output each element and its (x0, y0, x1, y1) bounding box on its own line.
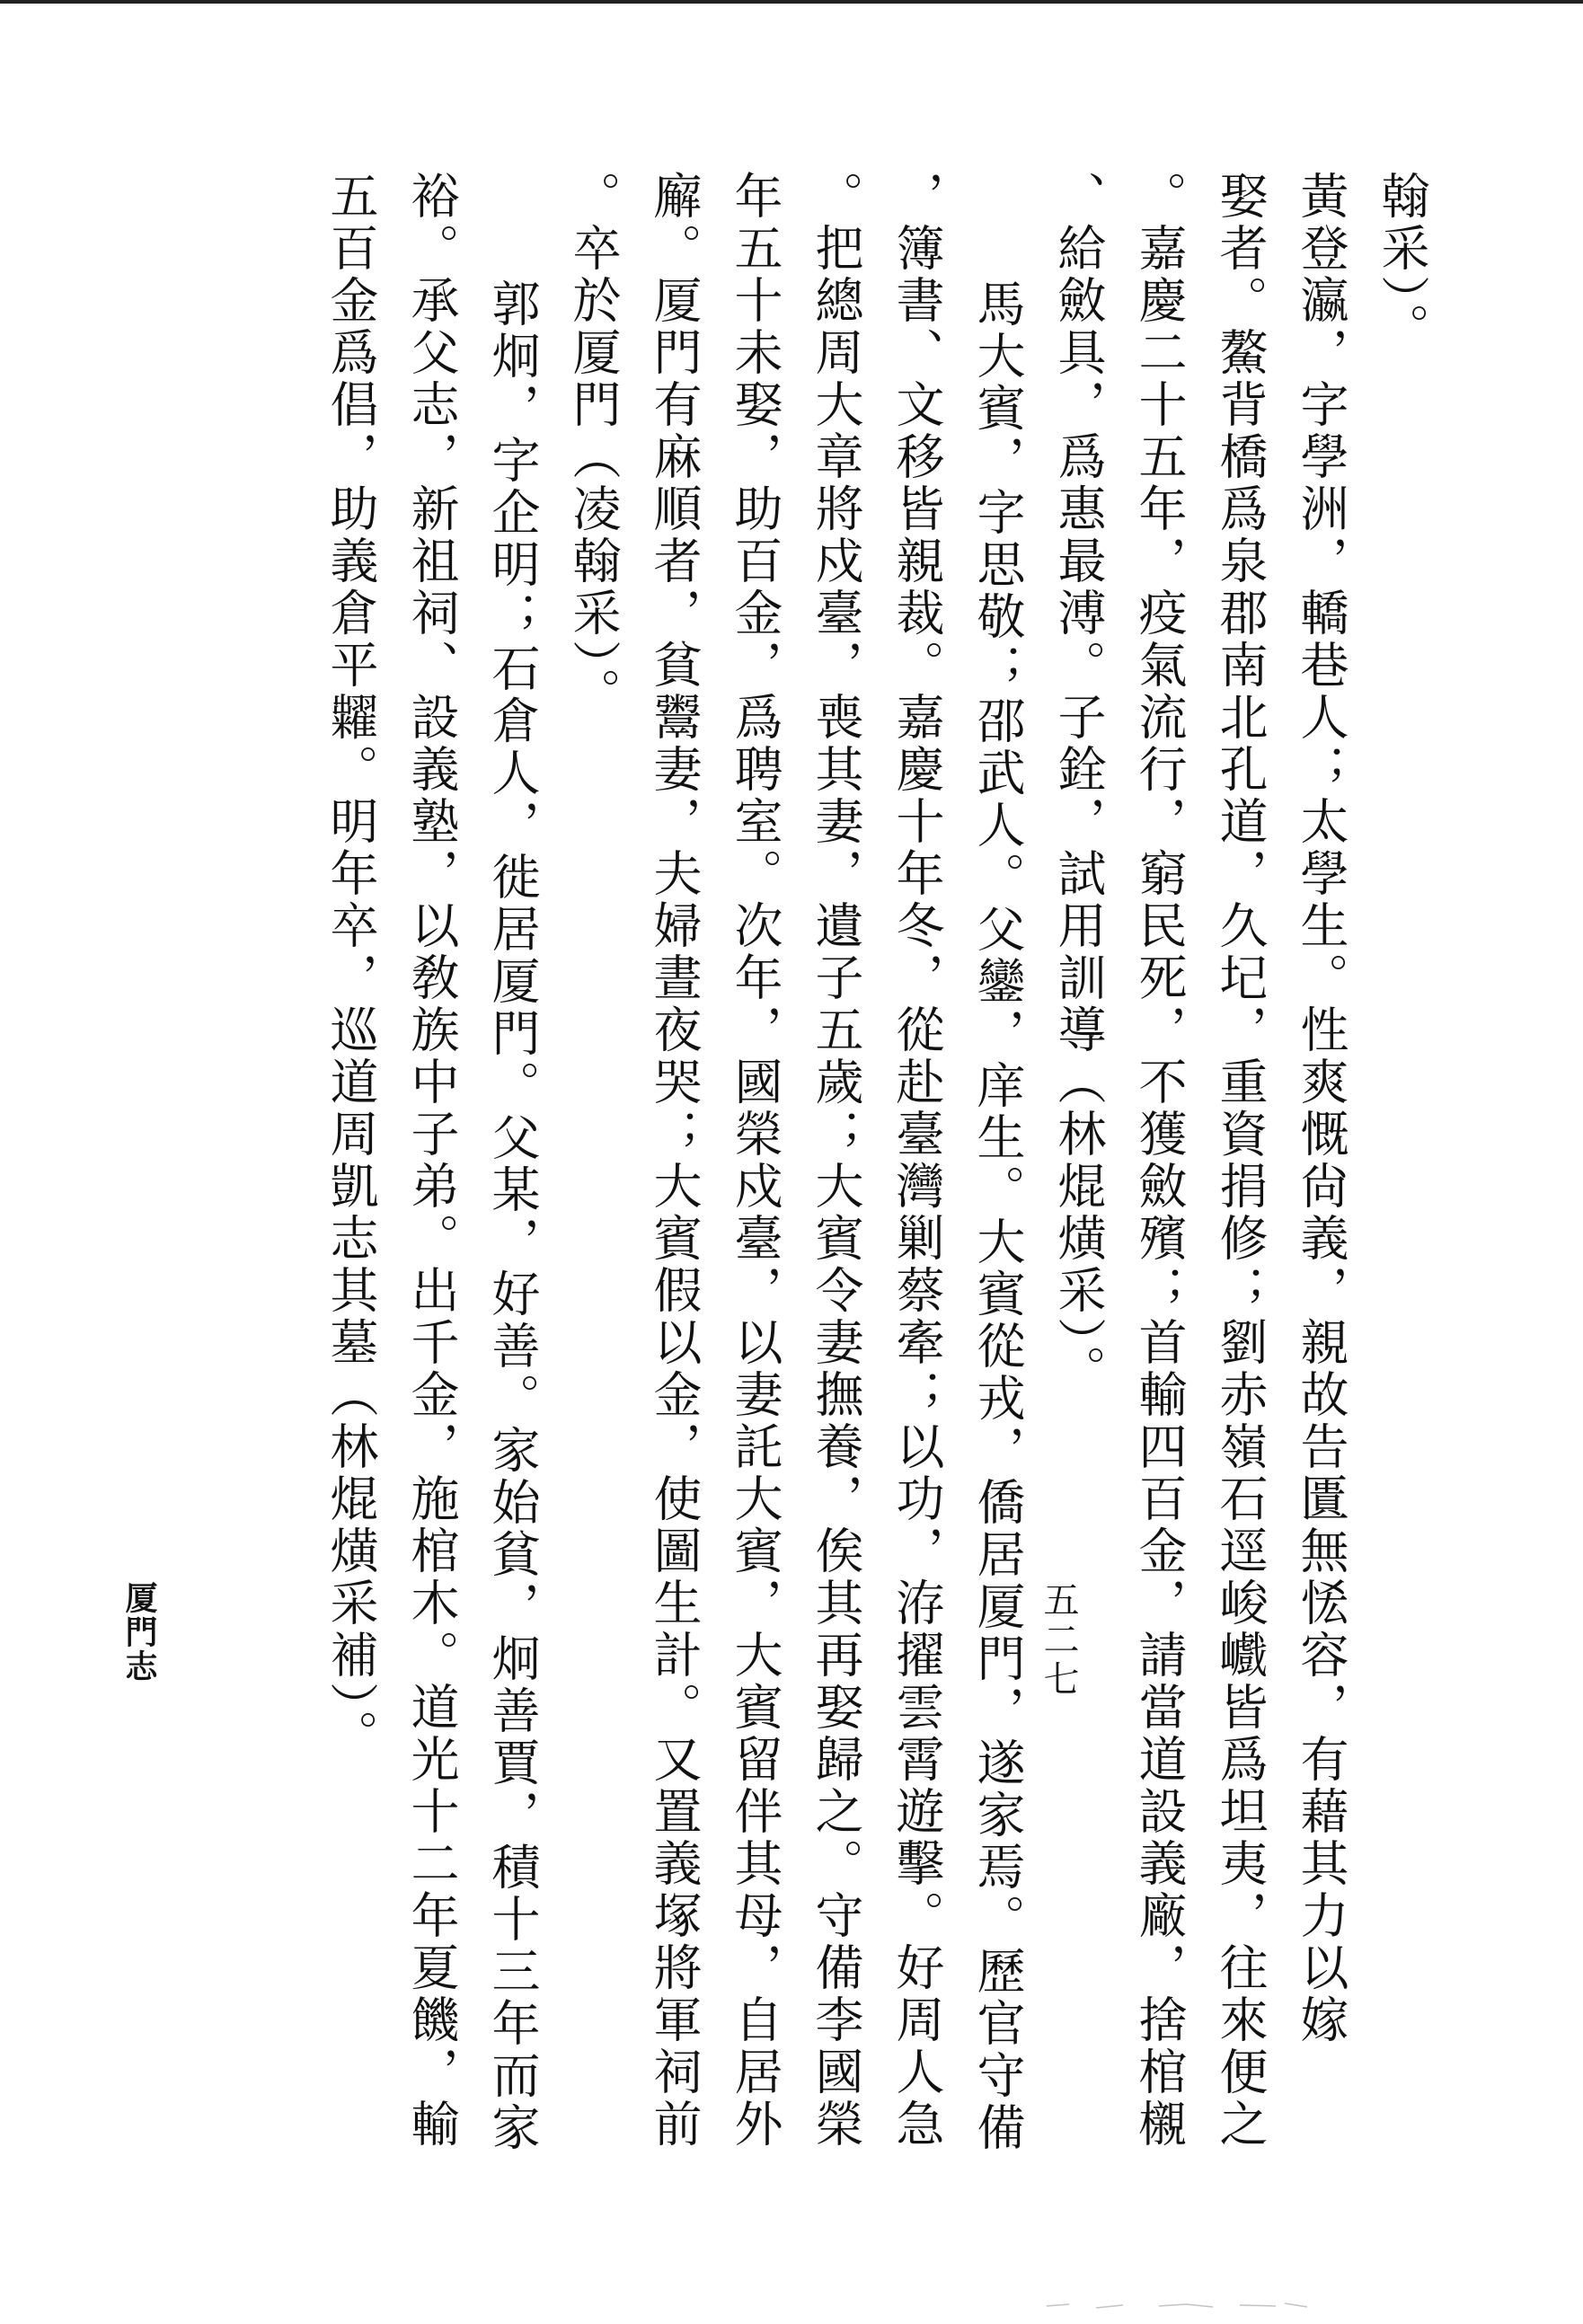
text-column: 、給斂具，爲惠最溥。子銓，試用訓導（林焜熿采）。 (1050, 171, 1107, 1397)
text-column: 年五十未娶，助百金，爲聘室。次年，國榮戍臺，以妻託大賓，大賓留伴其母，自居外 (727, 171, 783, 2151)
text-column: 五百金爲倡，助義倉平糶。明年卒，巡道周凱志其墓（林焜熿采補）。 (323, 171, 379, 1762)
text-column: 。嘉慶二十五年，疫氣流行，窮民死，不獲斂殯；首輸四百金，請當道設義廠，捨棺櫬 (1131, 171, 1188, 2151)
text-column: 娶者。鰲背橋爲泉郡南北孔道，久圮，重資捐修；劉赤嶺石逕峻巇皆爲坦夷，往來便之 (1212, 171, 1269, 2151)
margin-book-title: 厦門志 (120, 1581, 158, 1683)
text-column: 黃登瀛，字學洲，轎巷人；太學生。性爽慨尙義，親故告匱無恡容，有藉其力以嫁 (1293, 171, 1349, 2046)
page-number: 五二七 (1038, 1581, 1079, 1700)
text-column: 。把總周大章將戍臺，喪其妻，遺子五歲；大賓令妻撫養，俟其再娶歸之。守備李國榮 (808, 171, 864, 2151)
text-column: 翰采）。 (1374, 171, 1430, 355)
text-column: 。卒於厦門（凌翰采）。 (565, 171, 622, 720)
vertical-text-block (189, 171, 1428, 2174)
text-column: 郭炯，字企明；石倉人，徙居厦門。父某，好善。家始貧，炯善賈，積十三年而家 (484, 278, 541, 2154)
top-border-rule (0, 0, 1583, 4)
text-column: 馬大賓，字思敬；邵武人。父鑾，庠生。大賓從戎，僑居厦門，遂家焉。歷官守備 (969, 278, 1026, 2154)
text-column: 廨。厦門有麻順者，貧鬻妻，夫婦晝夜哭；大賓假以金，使圖生計。又置義塚將軍祠前 (646, 171, 703, 2151)
scan-smudge-marks (1042, 2295, 1312, 2313)
text-column: ，簿書、文移皆親裁。嘉慶十年冬，從赴臺灣剿蔡牽；以功，洊擢雲霄遊擊。好周人急 (889, 171, 945, 2151)
text-column: 裕。承父志，新祖祠、設義塾，以敎族中子弟。出千金，施棺木。道光十二年夏饑，輸 (403, 171, 460, 2151)
